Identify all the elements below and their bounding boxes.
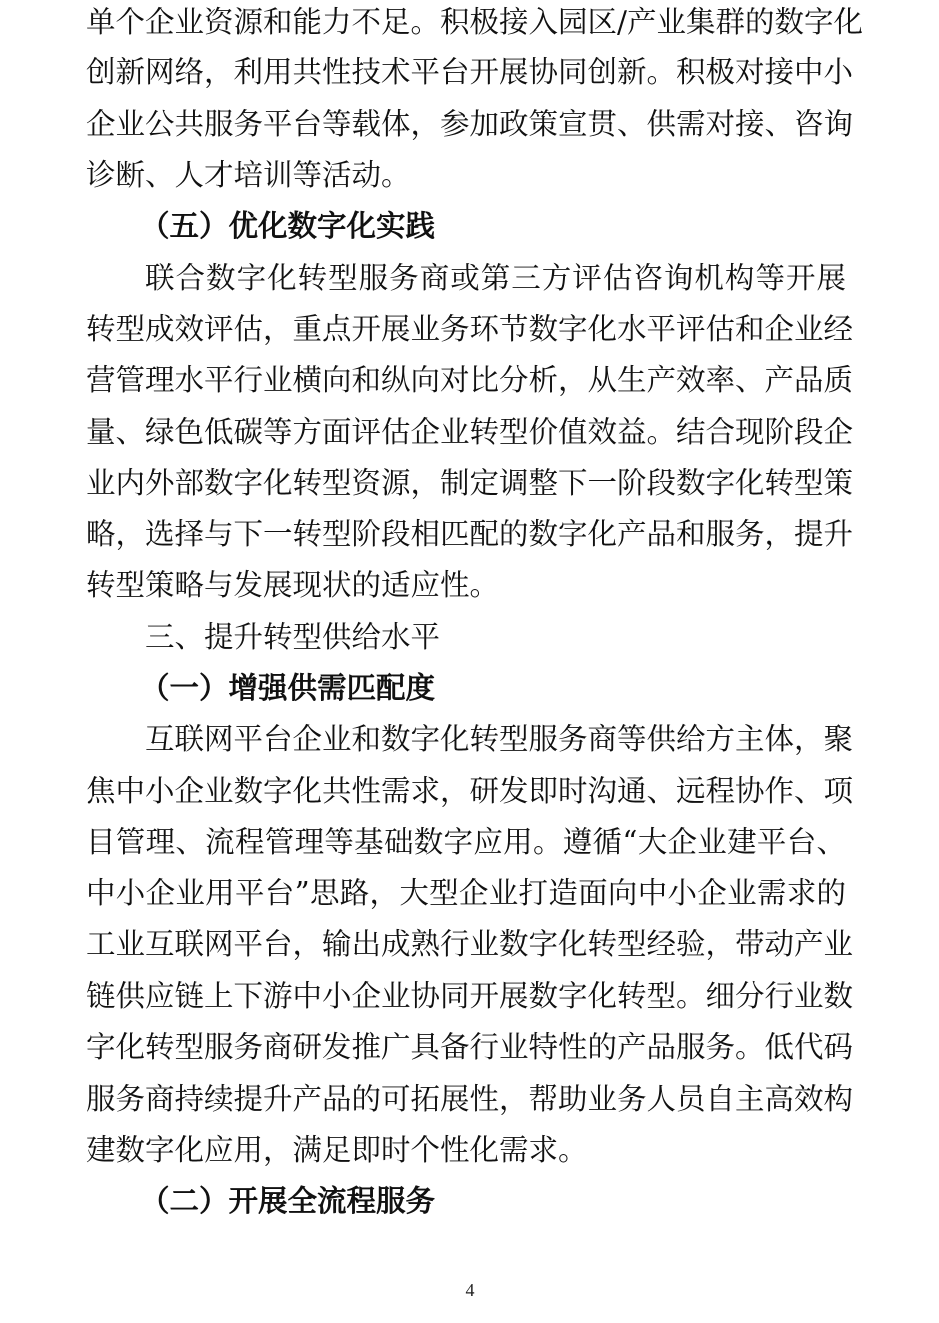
section-heading-2: （二）开展全流程服务 xyxy=(140,1184,436,1218)
body-line-10: 业内外部数字化转型资源，制定调整下一阶段数字化转型策 xyxy=(86,466,854,500)
body-line-7: 转型成效评估，重点开展业务环节数字化水平评估和企业经 xyxy=(86,312,854,346)
body-line-1: 单个企业资源和能力不足。积极接入园区/产业集群的数字化 xyxy=(86,5,863,39)
body-line-17: 目管理、流程管理等基础数字应用。遵循“大企业建平台、 xyxy=(86,825,846,859)
body-line-19: 工业互联网平台，输出成熟行业数字化转型经验，带动产业 xyxy=(86,927,854,961)
page-number: 4 xyxy=(465,1280,475,1300)
body-line-22: 服务商持续提升产品的可拓展性，帮助业务人员自主高效构 xyxy=(86,1082,854,1116)
body-line-11: 略，选择与下一转型阶段相匹配的数字化产品和服务，提升 xyxy=(86,517,854,551)
body-line-2: 创新网络，利用共性技术平台开展协同创新。积极对接中小 xyxy=(86,55,854,89)
body-line-4: 诊断、人才培训等活动。 xyxy=(86,158,411,192)
body-line-15: 互联网平台企业和数字化转型服务商等供给方主体，聚 xyxy=(145,722,854,756)
body-line-16: 焦中小企业数字化共性需求，研发即时沟通、远程协作、项 xyxy=(86,774,854,808)
body-line-6: 联合数字化转型服务商或第三方评估咨询机构等开展 xyxy=(145,261,846,295)
body-line-21: 字化转型服务商研发推广具备行业特性的产品服务。低代码 xyxy=(86,1030,854,1064)
body-line-9: 量、绿色低碳等方面评估企业转型价值效益。结合现阶段企 xyxy=(86,415,854,449)
chapter-heading-3: 三、提升转型供给水平 xyxy=(145,620,441,654)
body-line-8: 营管理水平行业横向和纵向对比分析，从生产效率、产品质 xyxy=(86,363,854,397)
body-line-12: 转型策略与发展现状的适应性。 xyxy=(86,568,500,602)
body-line-3: 企业公共服务平台等载体，参加政策宣贯、供需对接、咨询 xyxy=(86,107,854,141)
body-line-23: 建数字化应用，满足即时个性化需求。 xyxy=(86,1133,588,1167)
section-heading-5: （五）优化数字化实践 xyxy=(140,209,436,243)
body-line-18: 中小企业用平台”思路，大型企业打造面向中小企业需求的 xyxy=(86,876,846,910)
body-line-20: 链供应链上下游中小企业协同开展数字化转型。细分行业数 xyxy=(86,979,854,1013)
section-heading-1: （一）增强供需匹配度 xyxy=(140,671,436,705)
